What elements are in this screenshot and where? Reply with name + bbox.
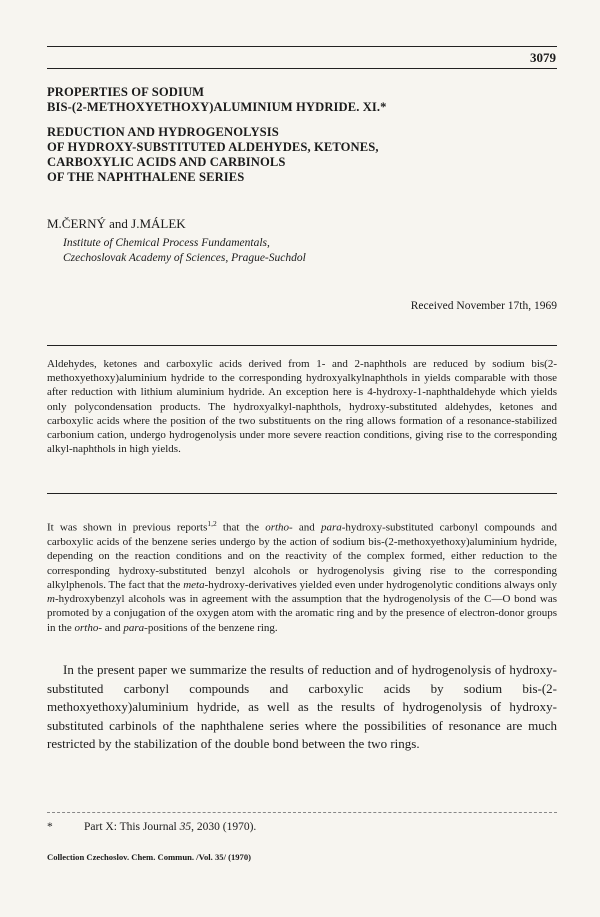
footnote: * Part X: This Journal 35, 2030 (1970). <box>47 821 257 833</box>
reference-marker: 1,2 <box>207 519 217 528</box>
abstract-rule-bottom <box>47 493 557 494</box>
title-line: PROPERTIES OF SODIUM <box>47 85 205 99</box>
intro-paragraph-2: In the present paper we summarize the results of reduction and of hydrogenolysis of hydroxy-substituted carbonyl compounds and carboxylic acids by sodium bis-(2-methoxyethoxy)aluminium hydride, as well as the results of hydrogenolysis of hydroxy-substituted carbinols of the naphthalene series where the possibilities of resonance are much restricted by the stabilization of the double bond between the two rings. <box>47 662 557 751</box>
received-date: Received November 17th, 1969 <box>410 300 557 312</box>
title-line: CARBOXYLIC ACIDS AND CARBINOLS <box>47 155 286 169</box>
title-line: BIS-(2-METHOXYETHOXY)ALUMINIUM HYDRIDE. XI.* <box>47 100 387 114</box>
affiliation <box>63 236 306 266</box>
footnote-mark: * <box>47 821 53 833</box>
abstract <box>47 357 557 456</box>
authors: M.ČERNÝ and J.MÁLEK <box>47 216 186 231</box>
article-title-part2 <box>47 125 567 185</box>
footnote-rule <box>47 812 557 813</box>
abstract-rule-top <box>47 345 557 346</box>
page-number: 3079 <box>530 50 556 65</box>
title-line: OF HYDROXY-SUBSTITUTED ALDEHYDES, KETONES, <box>47 140 379 154</box>
header-rule-top <box>47 46 557 47</box>
intro-paragraph-1: It was shown in previous reports$^{1,2}$ that the ortho- and para-hydroxy-substituted carbonyl compounds and carboxylic acids of the benzene series undergo by the action of sodium bis-(2-methoxyethoxy)aluminium hydride, depending on the reaction conditions and on the reactivity of the complex formed, either reduction to the corresponding hydroxy-substituted benzyl alcohols or hydrogenolysis giving rise to the corresponding alkylphenols. The fact that the meta-hydroxy-derivatives yielded even under hydrogenolytic conditions always only m-hydroxybenzyl alcohols was in agreement with the assumption that the hydrogenolysis of the C—O bond was promoted by a conjugation of the oxygen atom with the aromatic ring and by the presence of electron-donor groups in the ortho- and para-positions of the benzene ring. <box>47 519 557 634</box>
title-line: REDUCTION AND HYDROGENOLYSIS <box>47 125 279 139</box>
affiliation-line: Czechoslovak Academy of Sciences, Prague-Suchdol <box>63 252 306 264</box>
journal-citation: Collection Czechoslov. Chem. Commun. /Vol. 35/ (1970) <box>47 852 252 862</box>
title-line: OF THE NAPHTHALENE SERIES <box>47 170 245 184</box>
abstract-text: Aldehydes, ketones and carboxylic acids derived from 1- and 2-naphthols are reduced by sodium bis(2-methoxyethoxy)aluminium hydride to the corresponding hydroxyalkylnaphthols in yields comparable with those after reduction with lithium aluminium hydride. An exception here is 4-hydroxy-1-naphthaldehyde which yields only polycondensation products. The hydroxyalkyl-naphthols, hydroxy-substituted aldehydes, ketones and carboxylic acids where the position of the two substituents on the ring allows formation of a resonance-stabilized carbonium cation, undergo hydrogenolysis under more severe reaction conditions, giving rise to the corresponding alkyl-naphthols in high yields. <box>47 358 557 456</box>
article-title-part1 <box>47 85 567 115</box>
header-rule-bottom <box>47 68 557 69</box>
affiliation-line: Institute of Chemical Process Fundamentals, <box>63 237 270 249</box>
